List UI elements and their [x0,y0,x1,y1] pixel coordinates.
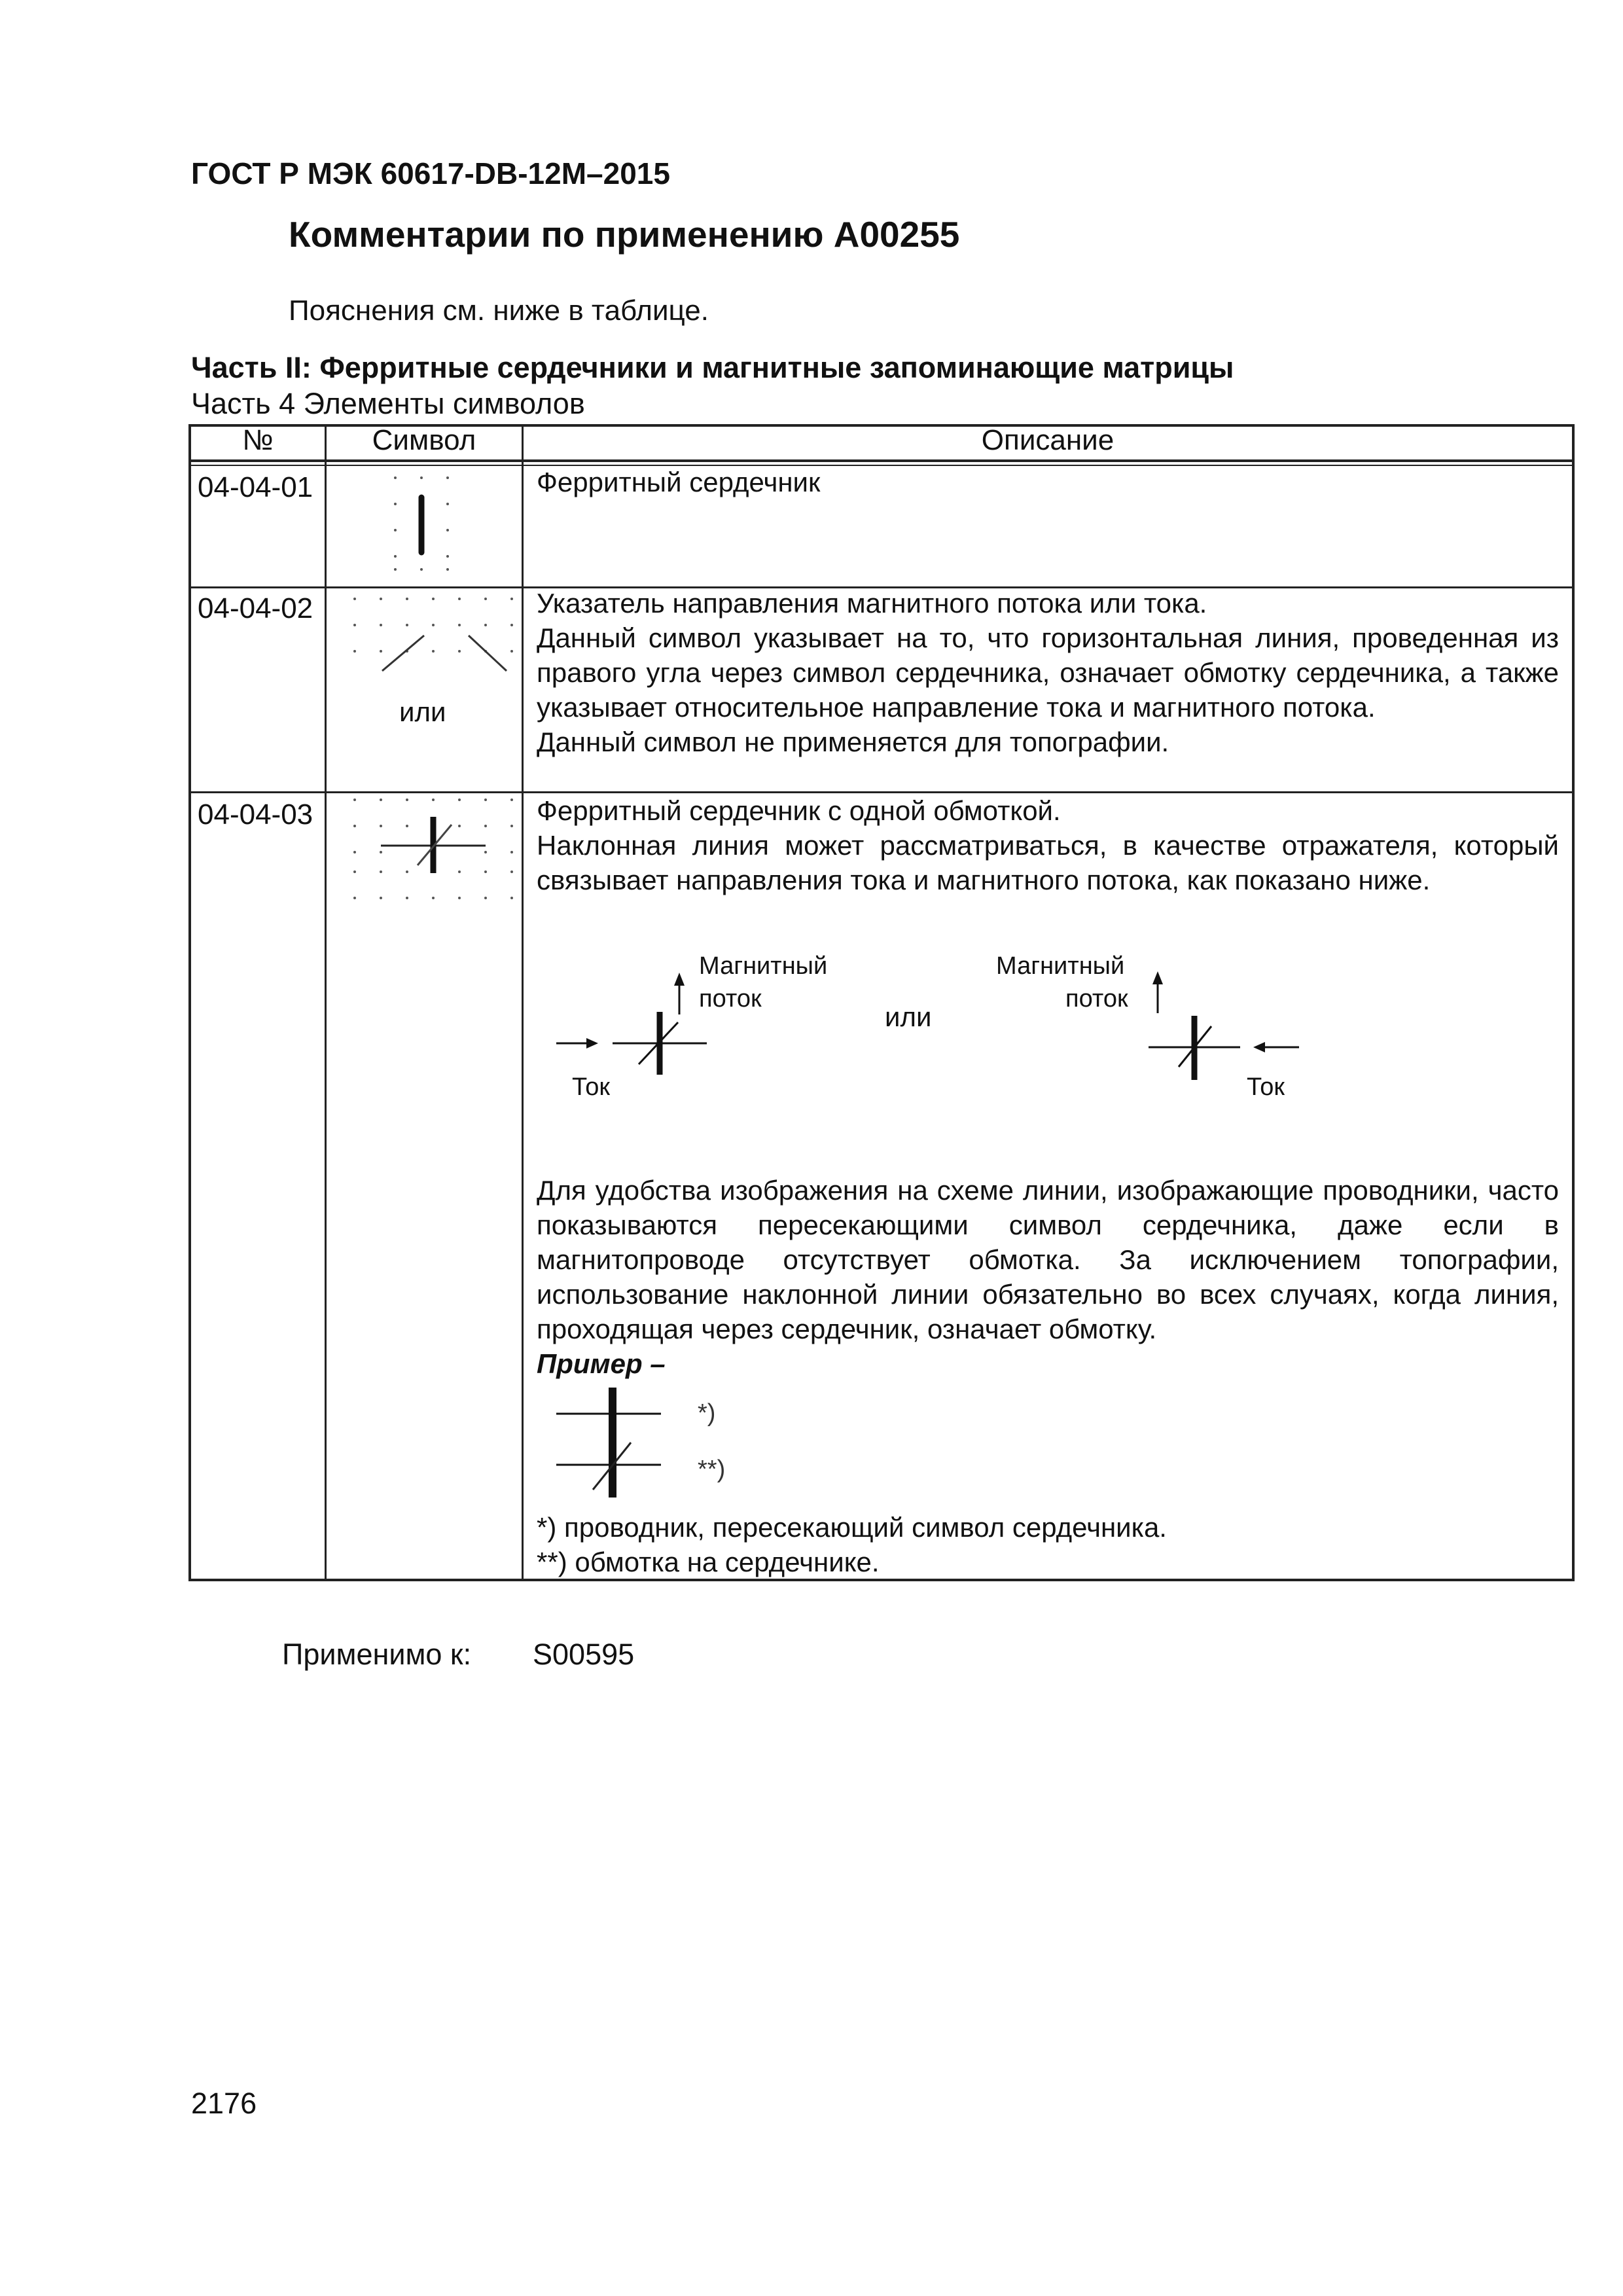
example-label: Пример – [537,1348,666,1379]
core-with-winding-symbol [347,793,517,905]
right-core-diagram [1142,969,1312,1073]
figure-or-label: или [885,1001,932,1032]
table-border-right [1572,424,1575,1581]
table-column-divider [325,424,327,1581]
table-border-left [188,424,191,1581]
document-header: ГОСТ Р МЭК 60617-DB-12М–2015 [191,156,670,190]
left-core-diagram [556,969,720,1073]
explanation-note: Пояснения см. ниже в таблице. [289,295,709,327]
example-mark-winding: **) [698,1456,726,1483]
current-label: Ток [572,1073,611,1101]
column-header-description: Описание [981,424,1115,456]
row-description: Указатель направления магнитного потока или тока. Данный символ указывает на то, что горизонтальная линия, проведенная из правого угла через символ сердечника, означает обмотку сердечника, а также указывает относительное направление тока и магнитного потока. Данный символ не применяется для топографии. [537,588,1559,757]
flux-direction-indicator-symbols [347,592,517,684]
row-description: Ферритный сердечник [537,467,821,497]
flux-label: Магнитный [996,952,1125,980]
symbol-alternative-or: или [399,696,446,727]
flux-label: поток [1065,985,1128,1013]
ferrite-core-symbol [366,471,471,583]
row-id: 04-04-01 [198,471,313,503]
column-header-symbol: Символ [372,424,476,456]
page-number: 2176 [191,2087,257,2120]
current-label: Ток [1247,1073,1285,1101]
page-title: Комментарии по применению A00255 [289,214,960,255]
example-mark-conductor: *) [698,1399,716,1427]
applicable-code: S00595 [533,1638,635,1671]
table-column-divider [522,424,524,1581]
column-header-number: № [242,424,274,456]
row-description: Ферритный сердечник с одной обмоткой. Наклонная линия может рассматриваться, в качестве отражателя, который связывает направления тока и магнитного потока, как показано ниже. [537,795,1559,895]
row-id: 04-04-02 [198,592,313,624]
row-description-continued: Для удобства изображения на схеме линии, изображающие проводники, часто показываются пересекающими символ сердечника, даже если в магнитопроводе отсутствует обмотка. За исключением топографии, использование наклонной линии обязательно во всех случаях, когда линия, проходящая через сердечник, означает обмотку. Пример – [537,1173,1559,1381]
row-footnotes: *) проводник, пересекающий символ сердечника. **) обмотка на сердечнике. [537,1512,1167,1577]
flux-label: Магнитный [699,952,828,980]
example-core-diagram [556,1388,668,1499]
applicable-label: Применимо к: [282,1638,472,1671]
flux-label: поток [699,985,762,1013]
subpart-heading: Часть 4 Элементы символов [191,387,585,420]
table-header-divider [188,459,1575,462]
part-heading: Часть II: Ферритные сердечники и магнитные запоминающие матрицы [191,351,1234,384]
row-id: 04-04-03 [198,798,313,831]
